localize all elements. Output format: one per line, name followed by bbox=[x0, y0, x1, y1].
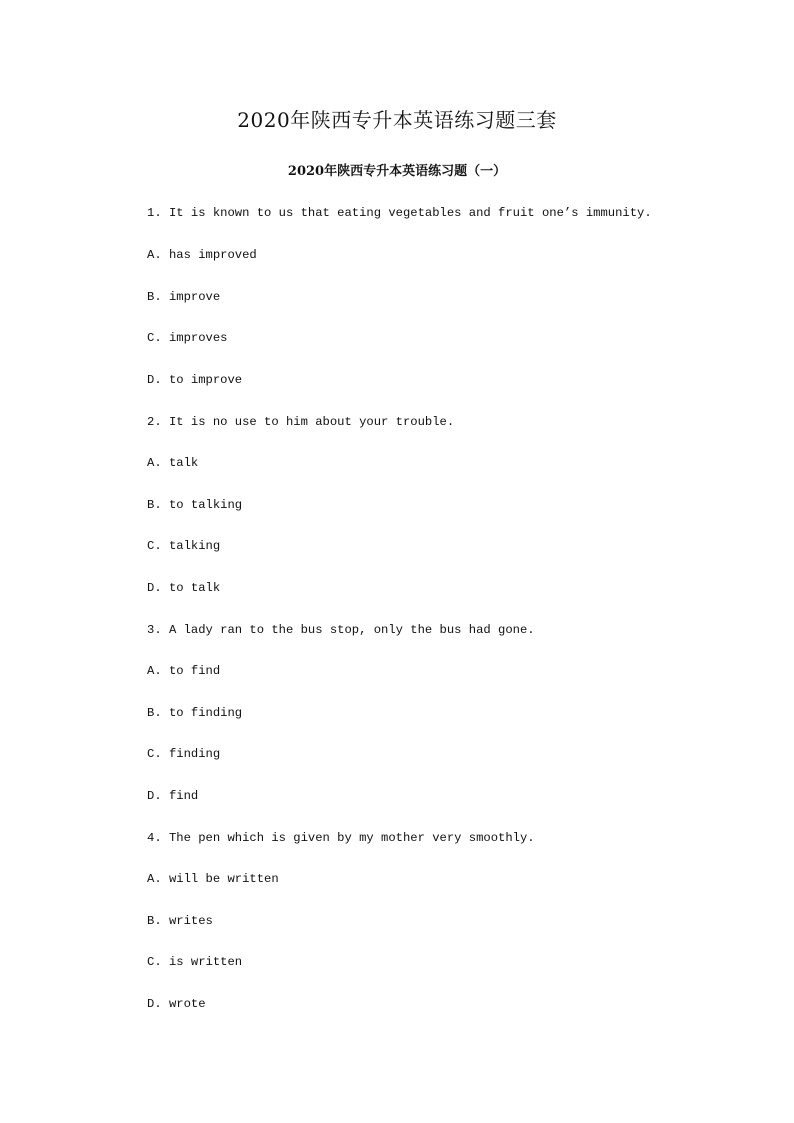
question-1-option-d: D. to improve bbox=[147, 373, 243, 387]
page-title: 2020年陕西专升本英语练习题三套 bbox=[237, 108, 557, 132]
question-3-option-d: D. find bbox=[147, 789, 199, 803]
question-3: 3. A lady ran to the bus stop, only the bus had gone. bbox=[147, 623, 535, 637]
question-1: 1. It is known to us that eating vegetables and fruit one’s immunity. bbox=[147, 206, 652, 220]
question-4-option-b: B. writes bbox=[147, 914, 213, 928]
question-4-option-c: C. is written bbox=[147, 955, 243, 969]
question-1-option-c: C. improves bbox=[147, 331, 228, 345]
question-2-option-c: C. talking bbox=[147, 539, 221, 553]
question-2: 2. It is no use to him about your trouble. bbox=[147, 415, 455, 429]
question-1-option-b: B. improve bbox=[147, 290, 221, 304]
question-3-option-c: C. finding bbox=[147, 747, 221, 761]
question-2-option-a: A. talk bbox=[147, 456, 199, 470]
question-2-option-b: B. to talking bbox=[147, 498, 243, 512]
question-2-option-d: D. to talk bbox=[147, 581, 221, 595]
question-3-option-b: B. to finding bbox=[147, 706, 243, 720]
question-3-option-a: A. to find bbox=[147, 664, 221, 678]
section-title: 2020年陕西专升本英语练习题（一） bbox=[287, 164, 507, 179]
question-4-option-d: D. wrote bbox=[147, 997, 206, 1011]
question-4-option-a: A. will be written bbox=[147, 872, 279, 886]
question-4: 4. The pen which is given by my mother very smoothly. bbox=[147, 831, 535, 845]
question-1-option-a: A. has improved bbox=[147, 248, 257, 262]
